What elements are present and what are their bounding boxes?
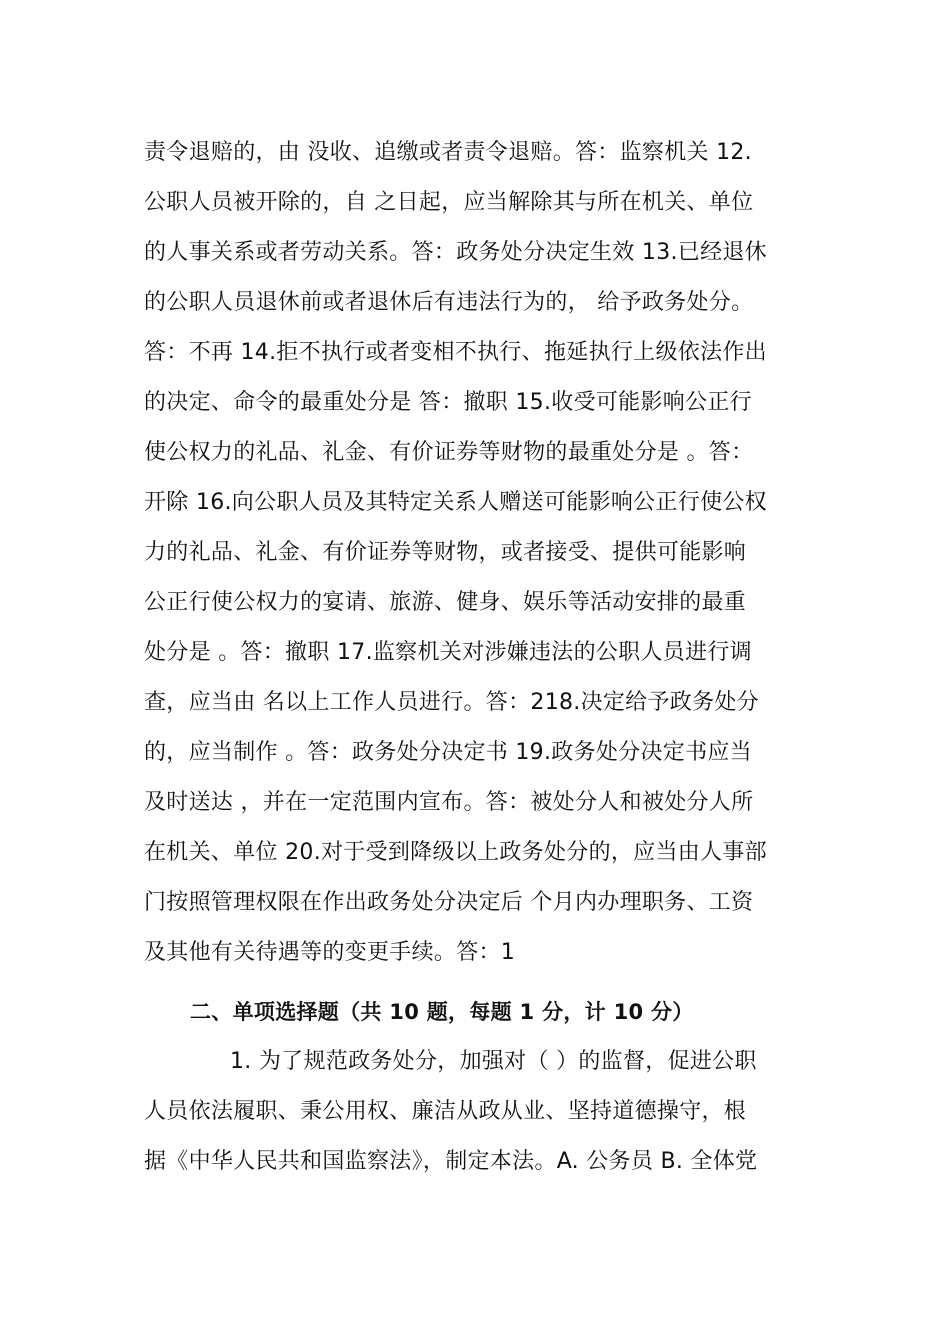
text-line: 答：不再 14.拒不执行或者变相不执行、拖延执行上级依法作出 xyxy=(144,340,767,365)
text-line: 力的礼品、礼金、有价证券等财物，或者接受、提供可能影响 xyxy=(144,540,747,565)
text-line: 的人事关系或者劳动关系。答：政务处分决定生效 13.已经退休 xyxy=(144,240,767,265)
question-paragraph xyxy=(144,1037,810,1187)
text-line: 的，应当制作 。答：政务处分决定书 19.政务处分决定书应当 xyxy=(144,740,752,765)
text-line: 处分是 。答：撤职 17.监察机关对涉嫌违法的公职人员进行调 xyxy=(144,640,752,665)
text-line: 公职人员被开除的，自 之日起，应当解除其与所在机关、单位 xyxy=(144,190,754,215)
text-line: 责令退赔的，由 没收、追缴或者责令退赔。答：监察机关 12. xyxy=(144,140,752,165)
text-line: 的决定、命令的最重处分是 答：撤职 15.收受可能影响公正行 xyxy=(144,390,752,415)
text-line: 及其他有关待遇等的变更手续。答：1 xyxy=(144,940,516,965)
text-line: 查，应当由 名以上工作人员进行。答：218.决定给予政务处分 xyxy=(144,690,759,715)
section-heading: 二、单项选择题（共 10 题，每题 1 分，计 10 分） xyxy=(190,1000,694,1024)
question-line: 1. 为了规范政务处分，加强对（ ）的监督，促进公职 xyxy=(230,1049,757,1074)
text-line: 门按照管理权限在作出政务处分决定后 个月内办理职务、工资 xyxy=(144,890,754,915)
question-line: 人员依法履职、秉公用权、廉洁从政从业、坚持道德操守，根 xyxy=(144,1099,747,1124)
answer-paragraph xyxy=(144,128,810,978)
question-line: 据《中华人民共和国监察法》，制定本法。A. 公务员 B. 全体党 xyxy=(144,1149,758,1174)
text-line: 开除 16.向公职人员及其特定关系人赠送可能影响公正行使公权 xyxy=(144,490,767,515)
text-line: 公正行使公权力的宴请、旅游、健身、娱乐等活动安排的最重 xyxy=(144,590,747,615)
text-line: 及时送达 ，并在一定范围内宣布。答：被处分人和被处分人所 xyxy=(144,790,754,815)
text-line: 的公职人员退休前或者退休后有违法行为的， 给予政务处分。 xyxy=(144,290,754,315)
text-line: 使公权力的礼品、礼金、有价证券等财物的最重处分是 。答： xyxy=(144,440,754,465)
text-line: 在机关、单位 20.对于受到降级以上政务处分的，应当由人事部 xyxy=(144,840,767,865)
